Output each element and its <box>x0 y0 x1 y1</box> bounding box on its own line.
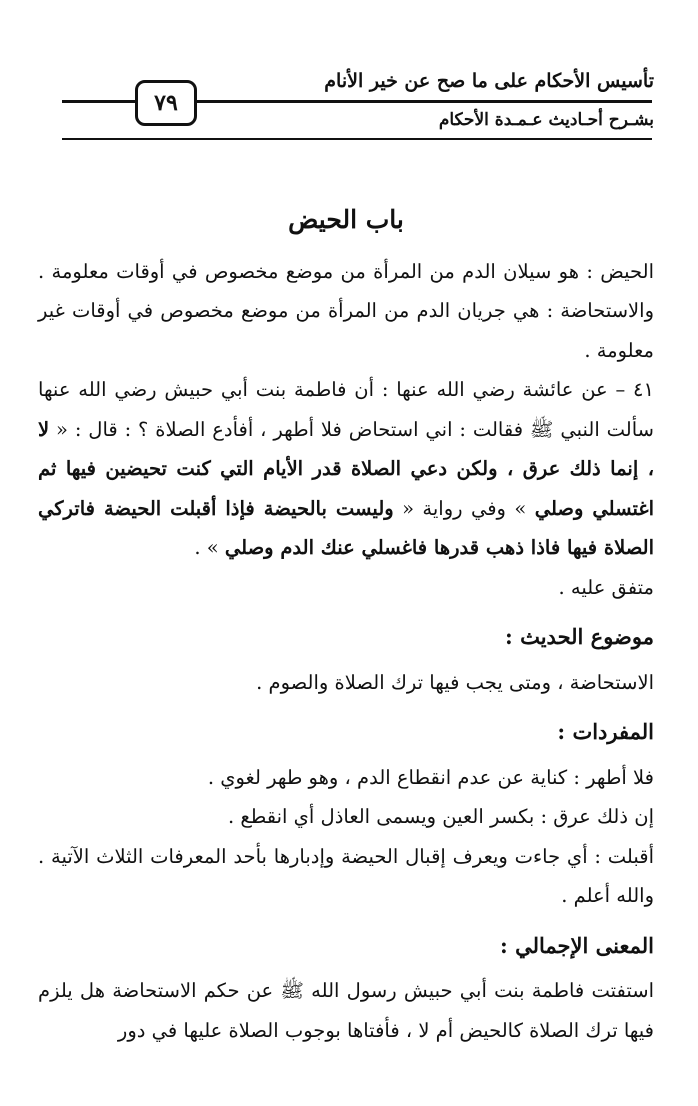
book-title: تأسيس الأحكام على ما صح عن خير الأنام <box>324 70 654 92</box>
hadith-text-1: لا ، إنما ذلك عرق ، ولكن دعي الصلاة قدر الأيام التي كنت تحيضين فيها ثم اغتسلي وصلي <box>38 417 654 520</box>
page-number: ٧٩ <box>135 80 197 126</box>
hadith-closing: » . <box>194 536 219 559</box>
vocab-heading: المفردات : <box>557 719 654 744</box>
general-text: استفتت فاطمة بنت أبي حبيش رسول الله ﷺ عن حكم الاستحاضة هل يلزم فيها ترك الصلاة كالحيض أم لا ، فأفتاها بوجوب الصلاة عليها في دور <box>38 979 654 1042</box>
hadith-source: متفق عليه . <box>558 575 654 599</box>
page-body <box>38 200 654 1050</box>
vocab-item: فلا أطهر : كناية عن عدم انقطاع الدم ، وهو طهر لغوي . <box>207 765 654 789</box>
topic-heading: موضوع الحديث : <box>505 624 654 649</box>
topic-text: الاستحاضة ، ومتى يجب فيها ترك الصلاة والصوم . <box>256 670 654 694</box>
definitions-paragraph: الحيض : هو سيلان الدم من المرأة من موضع مخصوص في أوقات معلومة . والاستحاضة : هي جريان الدم من المرأة من موضع مخصوص في أوقات غير معلومة . <box>38 259 654 362</box>
general-heading: المعنى الإجمالي : <box>500 932 654 958</box>
vocab-item: إن ذلك عرق : بكسر العين ويسمى العاذل أي انقطع . <box>227 805 654 828</box>
subtitle-rule <box>62 138 652 140</box>
chapter-title: باب الحيض <box>288 205 404 234</box>
hadith-paragraph <box>38 370 654 568</box>
hadith-intro: ٤١ – عن عائشة رضي الله عنها : أن فاطمة بنت أبي حبيش رضي الله عنها سألت النبي ﷺ فقالت : اني استحاض فلا أطهر ، أفأدع الصلاة ؟ : قال : « <box>38 378 654 441</box>
hadith-joiner: » وفي رواية « <box>402 496 527 520</box>
hadith-text-2: وليست بالحيضة فإذا أقبلت الحيضة فاتركي الصلاة فيها فاذا ذهب قدرها فاغسلي عنك الدم وصلي <box>38 496 654 559</box>
vocab-item: أقبلت : أي جاءت ويعرف إقبال الحيضة وإدبارها بأحد المعرفات الثلاث الآتية . والله أعلم . <box>38 844 654 907</box>
book-subtitle: بشـرح أحـاديث عـمـدة الأحكام <box>438 110 654 130</box>
